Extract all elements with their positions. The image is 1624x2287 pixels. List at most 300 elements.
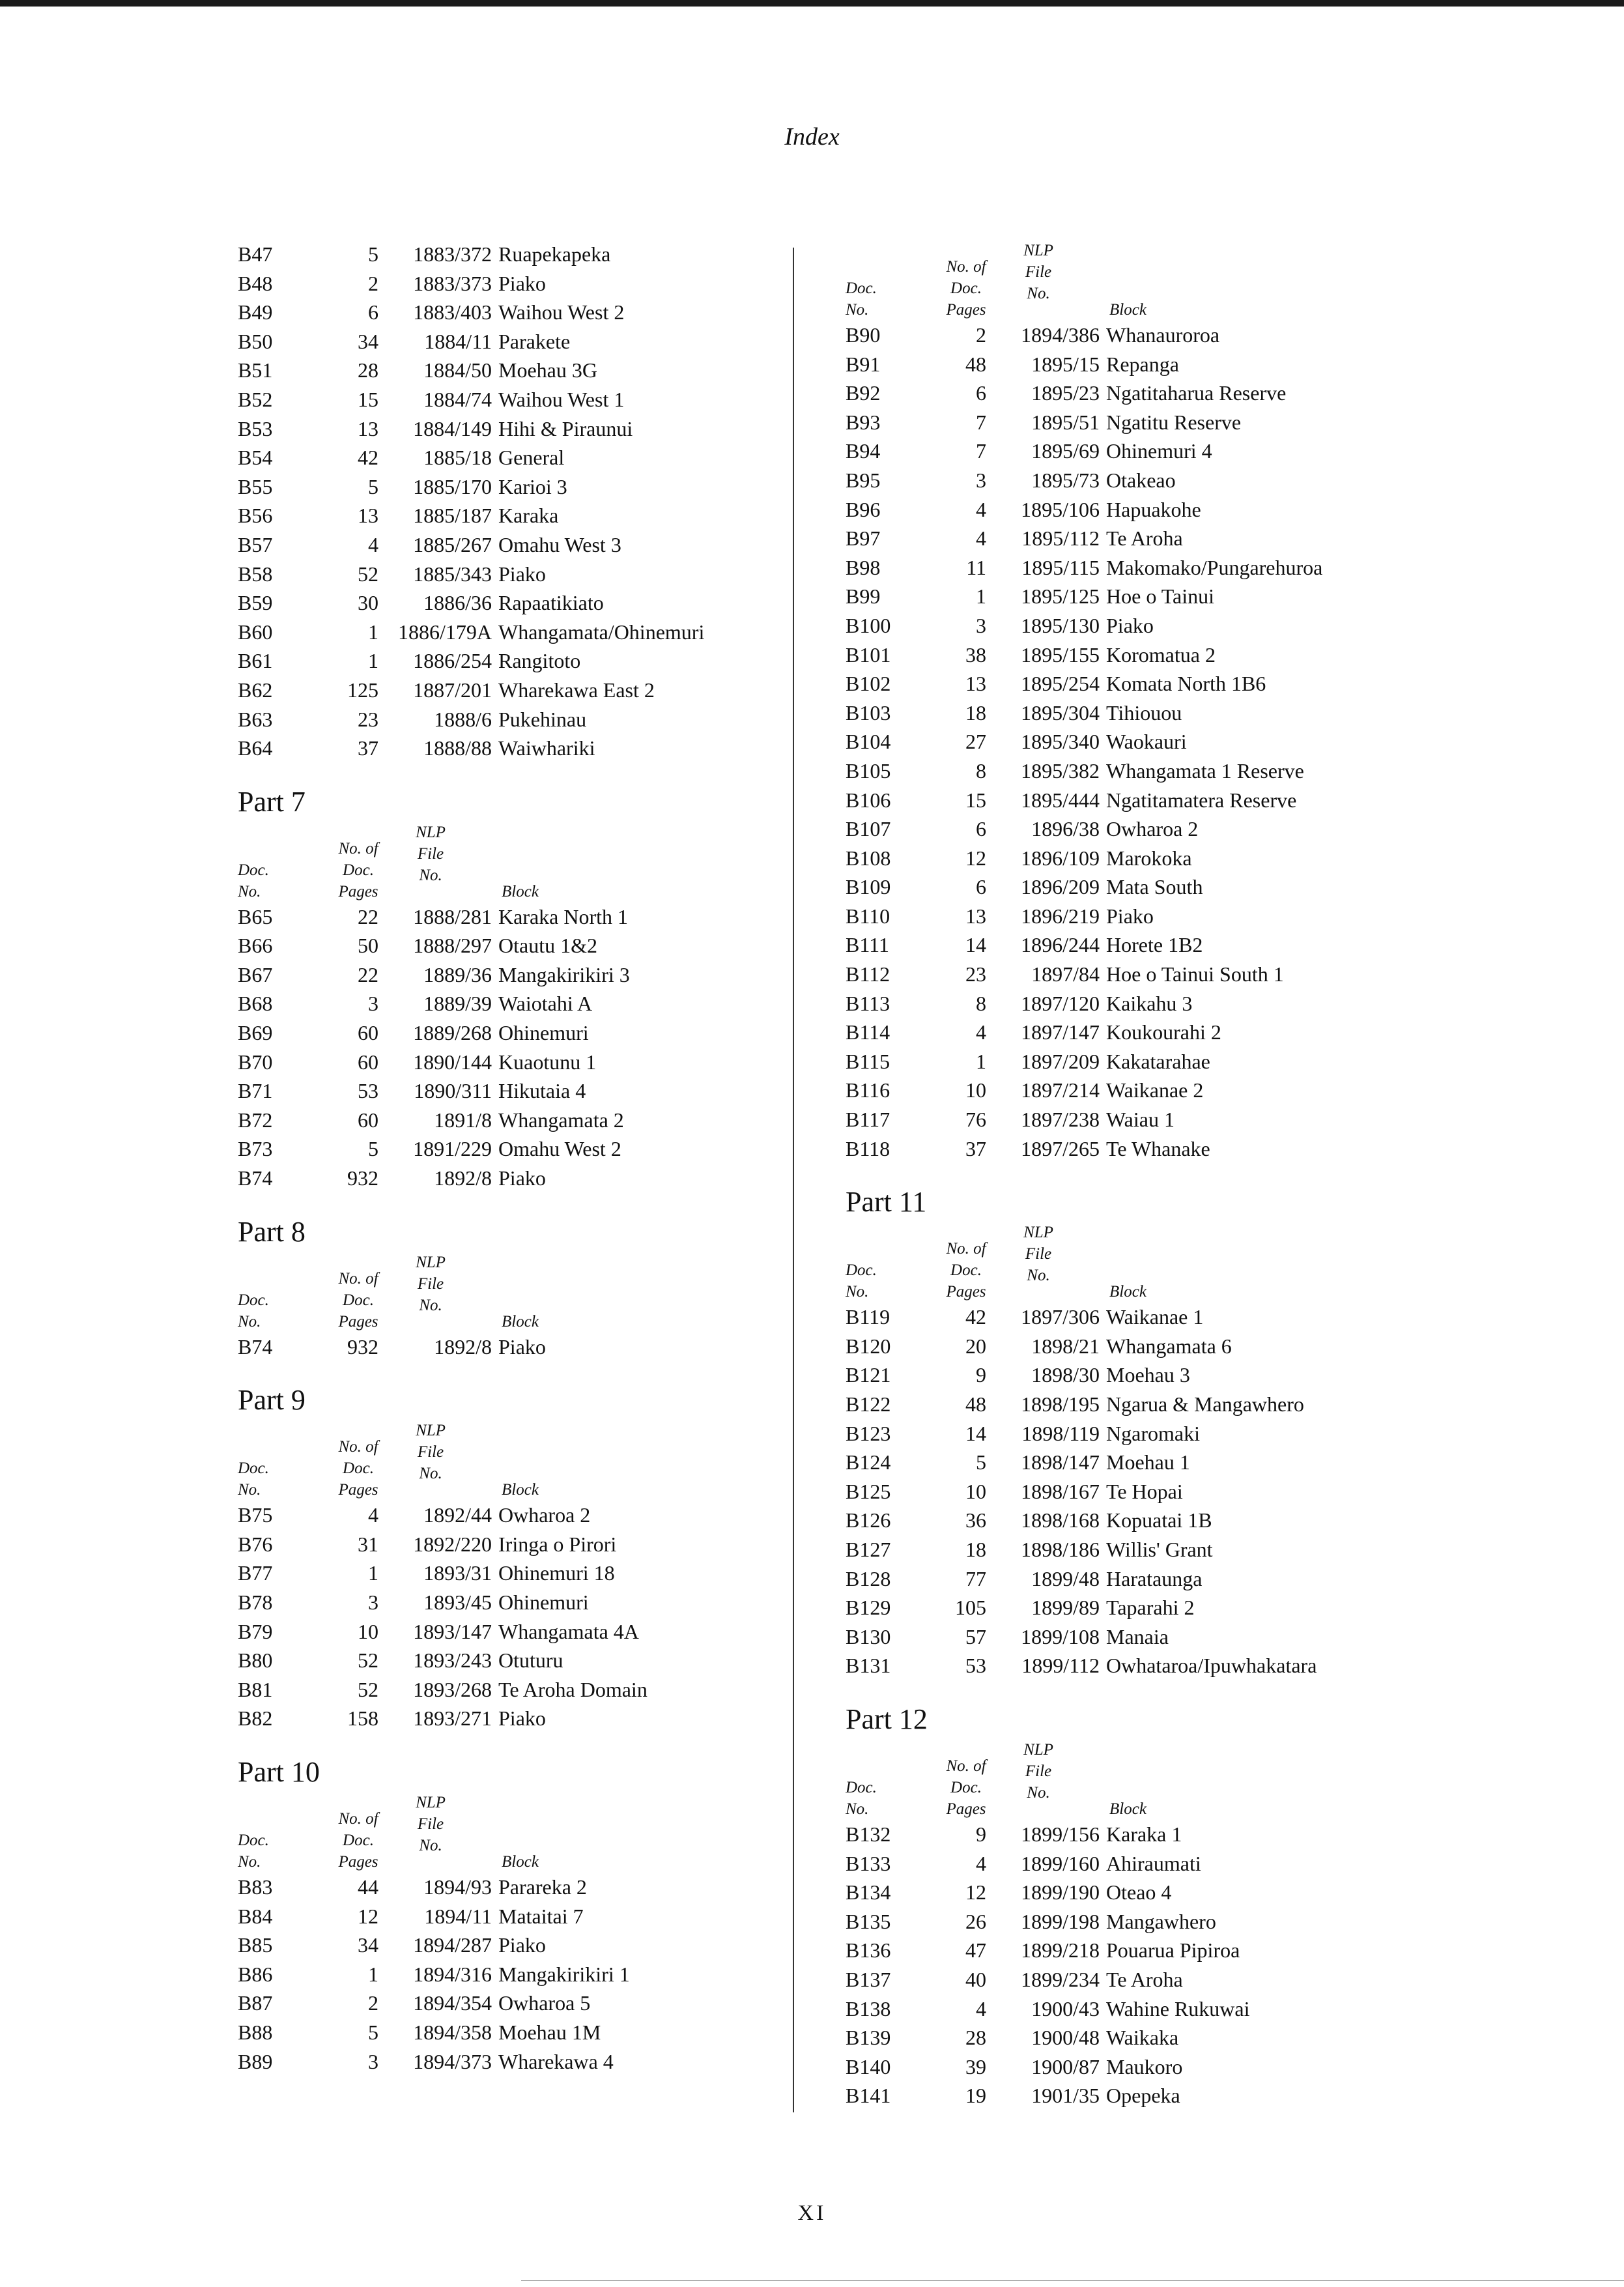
block-name: Hihi & Piraunui (498, 416, 633, 440)
table-row (846, 1477, 1399, 1506)
file-number: 1885/18 (423, 446, 492, 470)
page-count: 3 (976, 468, 986, 492)
header-doc-line: No. (238, 1481, 261, 1499)
section-heading: Part 7 (238, 785, 306, 818)
doc-number: B104 (846, 730, 891, 754)
block-name: Omahu West 3 (498, 532, 621, 556)
header-doc-no (238, 859, 269, 902)
index-section (238, 1754, 791, 2076)
file-number: 1898/167 (1021, 1479, 1100, 1503)
file-number: 1901/35 (1031, 2084, 1100, 2108)
header-pages-line: Pages (946, 1283, 986, 1301)
table-row (846, 1593, 1399, 1622)
block-name: Owhataroa/Ipuwhakatara (1106, 1654, 1317, 1678)
page-count: 4 (976, 497, 986, 521)
table-row (846, 321, 1399, 350)
file-number: 1896/209 (1021, 875, 1100, 899)
header-file-no (395, 822, 466, 886)
doc-number: B127 (846, 1537, 891, 1561)
table-row (846, 437, 1399, 466)
file-number: 1895/304 (1021, 700, 1100, 725)
table-row (238, 327, 791, 356)
block-name: Whangamata 2 (498, 1108, 624, 1132)
block-name: Harataunga (1106, 1566, 1203, 1590)
header-file-line: No. (419, 1836, 442, 1854)
file-number: 1883/373 (413, 271, 492, 295)
doc-number: B141 (846, 2084, 891, 2108)
file-number: 1894/386 (1021, 323, 1100, 347)
table-row (238, 530, 791, 560)
file-number: 1899/156 (1021, 1822, 1100, 1846)
header-pages (938, 1238, 994, 1302)
doc-number: B66 (238, 934, 273, 958)
page-count: 105 (955, 1596, 986, 1620)
file-number: 1884/149 (413, 416, 492, 440)
block-name: Manaia (1106, 1624, 1169, 1648)
table-row (238, 1530, 791, 1559)
doc-number: B95 (846, 468, 881, 492)
file-number: 1898/30 (1031, 1363, 1100, 1387)
page-count: 4 (976, 1996, 986, 2021)
doc-number: B92 (846, 381, 881, 405)
table-row (238, 1989, 791, 2018)
doc-number: B80 (238, 1648, 273, 1673)
page-count: 37 (965, 1136, 986, 1160)
page-count: 4 (368, 1503, 378, 1527)
page-count: 40 (965, 1967, 986, 1991)
table-row (846, 1360, 1399, 1390)
doc-number: B54 (238, 446, 273, 470)
doc-number: B47 (238, 242, 273, 266)
header-pages (330, 838, 386, 902)
table-row (238, 472, 791, 502)
doc-number: B106 (846, 788, 891, 812)
page-count: 13 (358, 504, 378, 528)
file-number: 1897/209 (1021, 1049, 1100, 1073)
block-name: Waokauri (1106, 730, 1187, 754)
table-header (846, 1222, 1399, 1302)
page-count: 38 (965, 642, 986, 667)
block-name: Te Aroha (1106, 1967, 1183, 1991)
block-name: Owharoa 2 (498, 1503, 591, 1527)
file-number: 1898/186 (1021, 1537, 1100, 1561)
doc-number: B111 (846, 933, 889, 957)
block-name: Ohinemuri 18 (498, 1561, 615, 1585)
block-name: Rapaatikiato (498, 591, 604, 615)
block-name: Ohinemuri 4 (1106, 439, 1212, 463)
header-pages-line: No. of (946, 258, 986, 276)
table-row (846, 1506, 1399, 1535)
block-name: Oteao 4 (1106, 1880, 1172, 1905)
file-number: 1900/48 (1031, 2026, 1100, 2050)
table-row (846, 1820, 1399, 1849)
doc-number: B133 (846, 1851, 891, 1875)
doc-number: B116 (846, 1078, 890, 1102)
doc-number: B126 (846, 1508, 891, 1532)
header-pages-line: Pages (338, 1852, 378, 1871)
doc-number: B119 (846, 1305, 890, 1329)
file-number: 1898/21 (1031, 1334, 1100, 1358)
doc-number: B129 (846, 1596, 891, 1620)
file-number: 1897/265 (1021, 1136, 1100, 1160)
file-number: 1899/190 (1021, 1880, 1100, 1905)
file-number: 1895/254 (1021, 672, 1100, 696)
doc-number: B96 (846, 497, 881, 521)
header-file-line: No. (419, 1296, 442, 1314)
file-number: 1899/160 (1021, 1851, 1100, 1875)
file-number: 1898/195 (1021, 1392, 1100, 1416)
page-count: 57 (965, 1624, 986, 1648)
page-count: 3 (368, 2049, 378, 2073)
page-count: 10 (965, 1479, 986, 1503)
table-row (846, 872, 1399, 902)
file-number: 1899/48 (1031, 1566, 1100, 1590)
table-header (238, 822, 791, 902)
doc-number: B134 (846, 1880, 891, 1905)
file-number: 1891/8 (434, 1108, 492, 1132)
block-name: Te Whanake (1106, 1136, 1210, 1160)
table-row (846, 611, 1399, 640)
block-name: Otuturu (498, 1648, 563, 1673)
page-count: 36 (965, 1508, 986, 1532)
page-count: 7 (976, 410, 986, 434)
table-row (846, 1302, 1399, 1332)
header-doc-line: Doc. (846, 1261, 877, 1280)
page-count: 37 (358, 736, 378, 760)
page-count: 12 (965, 1880, 986, 1905)
table-row (238, 1018, 791, 1048)
table-row (238, 734, 791, 763)
file-number: 1884/50 (423, 358, 492, 382)
block-name: Ahiraumati (1106, 1851, 1201, 1875)
doc-number: B60 (238, 620, 273, 644)
file-number: 1897/120 (1021, 991, 1100, 1015)
page-count: 12 (965, 846, 986, 870)
file-number: 1894/354 (413, 1991, 492, 2015)
doc-number: B103 (846, 700, 891, 725)
block-name: Kuaotunu 1 (498, 1050, 597, 1074)
doc-number: B78 (238, 1590, 273, 1614)
block-name: Piako (498, 1706, 546, 1731)
header-file-line: NLP (416, 1253, 446, 1271)
table-row (846, 1936, 1399, 1965)
table-row (238, 269, 791, 298)
file-number: 1885/170 (413, 474, 492, 498)
file-number: 1885/343 (413, 562, 492, 586)
doc-number: B138 (846, 1996, 891, 2021)
page-count: 76 (965, 1108, 986, 1132)
block-name: Maukoro (1106, 2054, 1183, 2078)
doc-number: B63 (238, 707, 273, 731)
page-count: 47 (965, 1938, 986, 1963)
header-pages-line: Doc. (343, 861, 374, 879)
doc-number: B118 (846, 1136, 890, 1160)
header-doc-line: Doc. (846, 280, 877, 297)
block-name: Whangamata 6 (1106, 1334, 1232, 1358)
file-number: 1897/214 (1021, 1078, 1100, 1102)
header-pages-line: Doc. (950, 1778, 982, 1796)
block-name: Whangamata 4A (498, 1619, 639, 1643)
doc-number: B110 (846, 904, 890, 928)
index-section (238, 784, 791, 1193)
page-count: 53 (358, 1079, 378, 1103)
section-heading: Part 9 (238, 1384, 306, 1417)
file-number: 1898/147 (1021, 1450, 1100, 1474)
table-row (846, 2081, 1399, 2110)
file-number: 1895/73 (1031, 468, 1100, 492)
block-name: Ohinemuri (498, 1021, 589, 1045)
doc-number: B124 (846, 1450, 891, 1474)
block-name: Karaka 1 (1106, 1822, 1182, 1846)
page-count: 28 (965, 2026, 986, 2050)
table-row (846, 902, 1399, 931)
table-row (846, 669, 1399, 698)
header-file-line: No. (1027, 1783, 1050, 1802)
block-name: Owharoa 5 (498, 1991, 591, 2015)
doc-number: B67 (238, 962, 273, 986)
table-row (238, 960, 791, 990)
file-number: 1893/268 (413, 1677, 492, 1701)
page-count: 932 (347, 1166, 378, 1190)
table-row (846, 960, 1399, 989)
file-number: 1883/403 (413, 300, 492, 324)
header-pages-line: Pages (338, 882, 378, 900)
page-count: 3 (368, 1590, 378, 1614)
page-count: 4 (368, 532, 378, 556)
page-count: 2 (976, 323, 986, 347)
block-name: Opepeka (1106, 2084, 1180, 2108)
page-count: 7 (976, 439, 986, 463)
file-number: 1885/187 (413, 504, 492, 528)
block-name: Te Aroha Domain (498, 1677, 648, 1701)
section-heading: Part 11 (846, 1186, 927, 1218)
doc-number: B131 (846, 1654, 891, 1678)
block-name: Moehau 1M (498, 2020, 601, 2044)
block-name: Whangamata/Ohinemuri (498, 620, 705, 644)
file-number: 1894/358 (413, 2020, 492, 2044)
table-row (238, 676, 791, 705)
doc-number: B109 (846, 875, 891, 899)
page-count: 6 (976, 381, 986, 405)
doc-number: B75 (238, 1503, 273, 1527)
doc-number: B125 (846, 1479, 891, 1503)
header-file-no (1003, 240, 1074, 304)
header-pages (938, 256, 994, 321)
page-count: 14 (965, 1421, 986, 1445)
header-doc-line: No. (846, 301, 869, 319)
doc-number: B74 (238, 1166, 273, 1190)
block-name: Koromatua 2 (1106, 642, 1216, 667)
file-number: 1900/87 (1031, 2054, 1100, 2078)
doc-number: B121 (846, 1363, 891, 1387)
file-number: 1899/89 (1031, 1596, 1100, 1620)
file-number: 1899/218 (1021, 1938, 1100, 1963)
block-name: Komata North 1B6 (1106, 672, 1266, 696)
doc-number: B99 (846, 584, 881, 609)
page-count: 13 (965, 904, 986, 928)
header-doc-no (238, 1458, 269, 1501)
file-number: 1895/112 (1021, 526, 1100, 551)
header-file-line: NLP (416, 1793, 446, 1811)
block-name: Taparahi 2 (1106, 1596, 1195, 1620)
header-file-line: No. (419, 1465, 442, 1483)
doc-number: B113 (846, 991, 890, 1015)
doc-number: B85 (238, 1933, 273, 1957)
block-name: Mata South (1106, 875, 1203, 899)
table-row (846, 1076, 1399, 1105)
table-header (238, 1252, 791, 1332)
header-pages (330, 1268, 386, 1332)
page-title: Index (784, 123, 840, 151)
page-count: 5 (976, 1450, 986, 1474)
doc-number: B79 (238, 1619, 273, 1643)
block-name: Karioi 3 (498, 474, 567, 498)
doc-number: B89 (238, 2049, 273, 2073)
table-row (846, 1994, 1399, 2024)
doc-number: B130 (846, 1624, 891, 1648)
page-count: 158 (347, 1706, 378, 1731)
column-divider (793, 248, 794, 2112)
table-row (238, 705, 791, 734)
table-row (238, 1646, 791, 1675)
page-count: 6 (976, 817, 986, 841)
header-file-line: File (1025, 1762, 1052, 1780)
block-name: Kakatarahae (1106, 1049, 1210, 1073)
block-name: Willis' Grant (1106, 1537, 1213, 1561)
page-count: 34 (358, 329, 378, 353)
page-count: 4 (976, 1020, 986, 1044)
block-name: Pouarua Pipiroa (1106, 1938, 1240, 1963)
doc-number: B83 (238, 1875, 273, 1899)
table-row (846, 1564, 1399, 1594)
block-name: Waiotahi A (498, 992, 593, 1016)
doc-number: B71 (238, 1079, 273, 1103)
page-count: 10 (358, 1619, 378, 1643)
file-number: 1893/31 (423, 1561, 492, 1585)
block-name: Mangakirikiri 3 (498, 962, 630, 986)
block-name: Hoe o Tainui (1106, 584, 1215, 609)
table-row (846, 350, 1399, 379)
block-name: Hikutaia 4 (498, 1079, 586, 1103)
header-pages (330, 1808, 386, 1873)
block-name: Pukehinau (498, 707, 587, 731)
table-row (238, 1931, 791, 1960)
header-block: Block (502, 1852, 539, 1871)
header-file-line: NLP (416, 1422, 446, 1440)
page-count: 22 (358, 904, 378, 928)
table-row (238, 1588, 791, 1617)
table-row (238, 1076, 791, 1106)
file-number: 1893/147 (413, 1619, 492, 1643)
header-doc-line: Doc. (238, 1831, 269, 1849)
header-pages-line: Doc. (343, 1831, 374, 1849)
table-row (238, 1902, 791, 1931)
file-number: 1890/311 (414, 1079, 492, 1103)
block-name: Waiwhariki (498, 736, 595, 760)
block-name: Karaka (498, 504, 559, 528)
page-count: 3 (976, 613, 986, 637)
file-number: 1889/268 (413, 1021, 492, 1045)
page-count: 3 (368, 992, 378, 1016)
doc-number: B108 (846, 846, 891, 870)
table-row (846, 930, 1399, 960)
header-file-line: No. (1027, 1267, 1050, 1285)
doc-number: B76 (238, 1532, 273, 1556)
table-row (238, 646, 791, 676)
doc-number: B87 (238, 1991, 273, 2015)
file-number: 1898/119 (1021, 1421, 1100, 1445)
doc-number: B70 (238, 1050, 273, 1074)
block-name: Hapuakohe (1106, 497, 1201, 521)
block-name: Ruapekapeka (498, 242, 611, 266)
page-count: 11 (966, 555, 986, 579)
file-number: 1895/155 (1021, 642, 1100, 667)
block-name: General (498, 446, 565, 470)
block-name: Parareka 2 (498, 1875, 587, 1899)
doc-number: B102 (846, 672, 891, 696)
table-row (238, 1048, 791, 1077)
file-number: 1899/234 (1021, 1967, 1100, 1991)
header-pages-line: No. of (338, 1809, 378, 1828)
block-name: Ngatitaharua Reserve (1106, 381, 1287, 405)
table-row (238, 1106, 791, 1135)
header-doc-no (238, 1830, 269, 1873)
block-name: Marokoka (1106, 846, 1192, 870)
doc-number: B112 (846, 962, 890, 986)
table-row (238, 1704, 791, 1733)
header-block: Block (1109, 1283, 1147, 1301)
file-number: 1893/243 (413, 1648, 492, 1673)
doc-number: B94 (846, 439, 881, 463)
index-section (238, 240, 791, 763)
header-block: Block (502, 1312, 539, 1330)
header-file-line: NLP (1023, 1740, 1053, 1759)
header-file-line: NLP (1023, 242, 1053, 259)
section-heading: Part 12 (846, 1703, 928, 1735)
header-pages (938, 1755, 994, 1820)
table-row (846, 408, 1399, 437)
index-section (238, 1214, 791, 1362)
block-name: Ngaromaki (1106, 1421, 1200, 1445)
header-doc-line: Doc. (238, 1291, 269, 1309)
table-row (238, 2018, 791, 2047)
block-name: Horete 1B2 (1106, 933, 1203, 957)
header-doc-no (846, 278, 877, 321)
block-name: Koukourahi 2 (1106, 1020, 1221, 1044)
header-file-line: No. (419, 866, 442, 884)
block-name: Kopuatai 1B (1106, 1508, 1212, 1532)
page-count: 15 (965, 788, 986, 812)
doc-number: B64 (238, 736, 273, 760)
file-number: 1897/84 (1031, 962, 1100, 986)
page-count: 6 (976, 875, 986, 899)
table-row (238, 385, 791, 414)
file-number: 1888/6 (434, 707, 492, 731)
header-file-no (1003, 1222, 1074, 1286)
block-name: Ngarua & Mangawhero (1106, 1392, 1304, 1416)
file-number: 1899/108 (1021, 1624, 1100, 1648)
file-number: 1892/220 (413, 1532, 492, 1556)
index-section (238, 1382, 791, 1733)
page-count: 12 (358, 1904, 378, 1928)
header-doc-line: Doc. (846, 1778, 877, 1796)
page-count: 52 (358, 1677, 378, 1701)
page-count: 13 (965, 672, 986, 696)
file-number: 1897/238 (1021, 1108, 1100, 1132)
page-count: 26 (965, 1909, 986, 1933)
page-count: 60 (358, 1050, 378, 1074)
file-number: 1887/201 (413, 678, 492, 702)
